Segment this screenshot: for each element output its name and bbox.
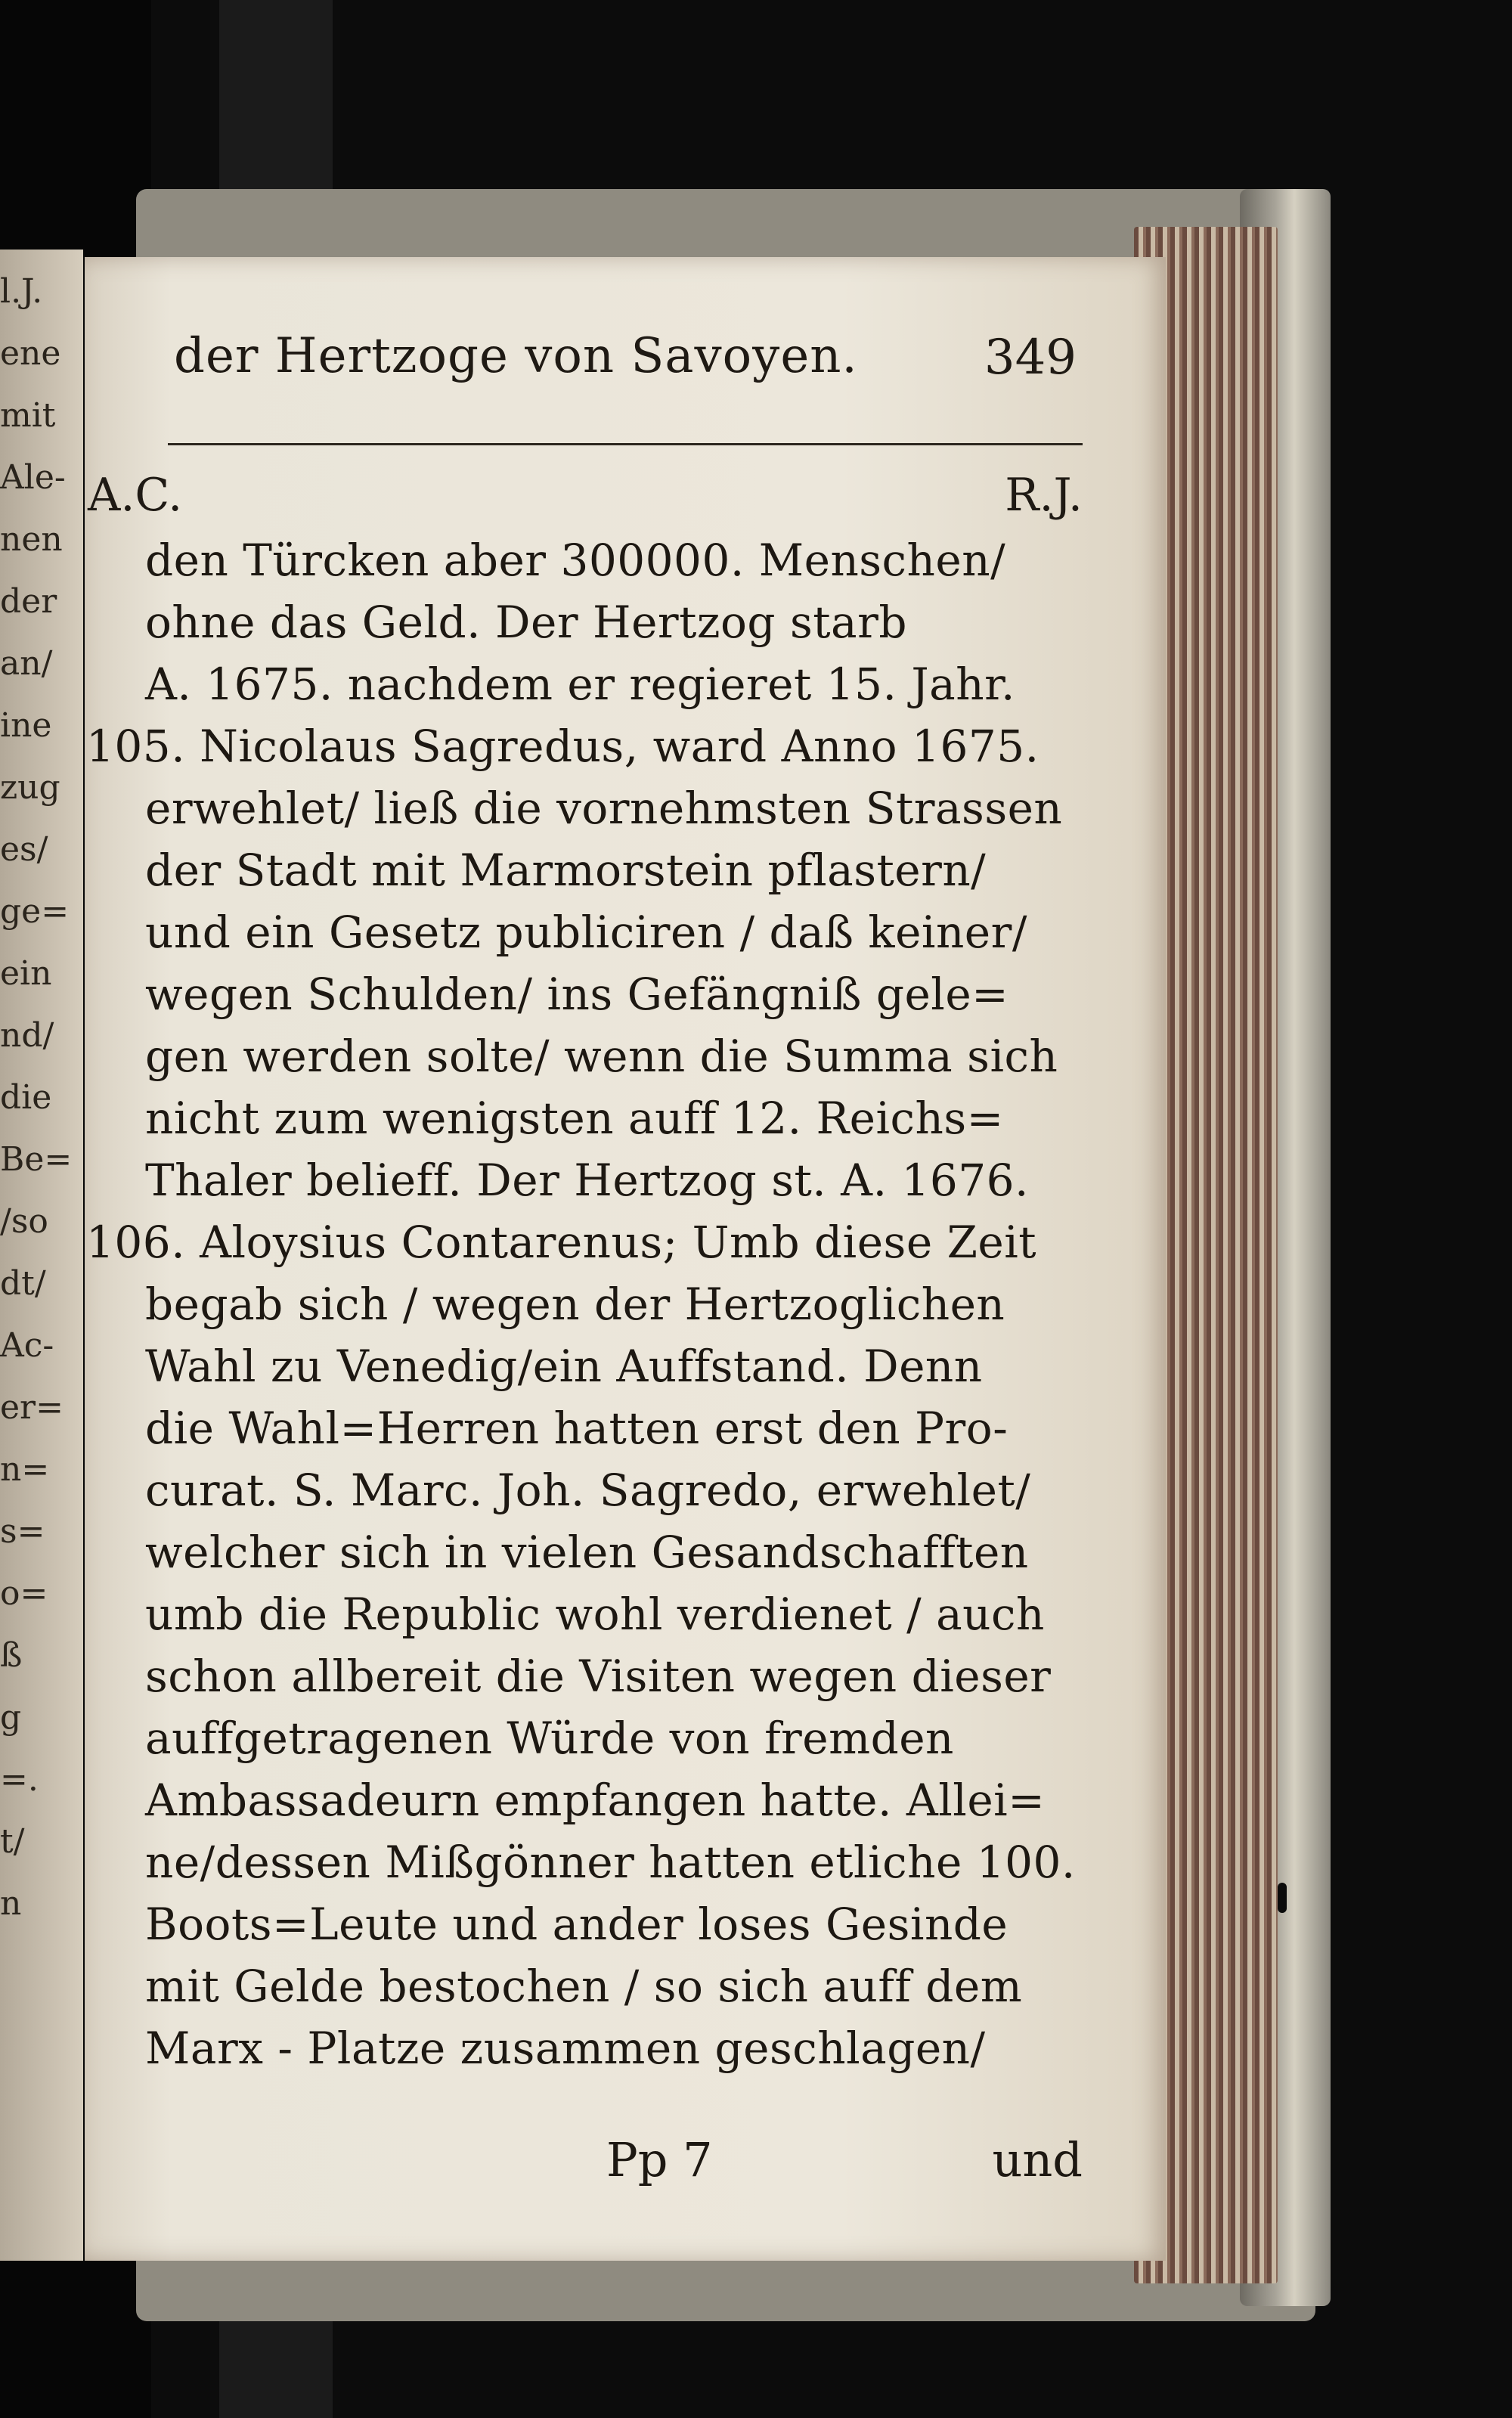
text-line: den Türcken aber 300000. Menschen/ bbox=[145, 535, 1006, 586]
previous-page-line: ine bbox=[0, 706, 52, 745]
previous-page-line: Ale- bbox=[0, 458, 66, 497]
previous-page-line: nd/ bbox=[0, 1016, 54, 1055]
previous-page-line: ß bbox=[0, 1636, 23, 1675]
text-line: begab sich / wegen der Hertzoglichen bbox=[145, 1279, 1005, 1330]
text-line: curat. S. Marc. Joh. Sagredo, erwehlet/ bbox=[145, 1465, 1031, 1516]
header-rule bbox=[168, 443, 1083, 445]
previous-page-line: o= bbox=[0, 1574, 48, 1613]
previous-page-line: es/ bbox=[0, 830, 48, 869]
previous-page-line: n bbox=[0, 1884, 22, 1923]
previous-page-line: t/ bbox=[0, 1822, 25, 1861]
previous-page-line: er= bbox=[0, 1388, 64, 1427]
text-line: Wahl zu Venedig/ein Auffstand. Denn bbox=[145, 1341, 983, 1392]
text-line: nicht zum wenigsten auff 12. Reichs= bbox=[145, 1093, 1004, 1144]
text-line: Thaler belieff. Der Hertzog st. A. 1676. bbox=[145, 1155, 1029, 1206]
text-line: ne/dessen Mißgönner hatten etliche 100. bbox=[145, 1837, 1076, 1888]
text-line: Ambassadeurn empfangen hatte. Allei= bbox=[145, 1775, 1046, 1826]
text-line: gen werden solte/ wenn die Summa sich bbox=[145, 1031, 1058, 1082]
page-mark bbox=[1278, 1883, 1287, 1913]
previous-page-line: an/ bbox=[0, 644, 53, 683]
book-page bbox=[85, 257, 1166, 2261]
previous-page-line: mit bbox=[0, 396, 56, 435]
previous-page-line: n= bbox=[0, 1450, 50, 1489]
text-line: und ein Gesetz publiciren / daß keiner/ bbox=[145, 907, 1027, 958]
text-line: Boots=Leute und ander loses Gesinde bbox=[145, 1899, 1009, 1950]
text-line: ohne das Geld. Der Hertzog starb bbox=[145, 597, 907, 648]
previous-page-line: ein bbox=[0, 954, 52, 993]
text-line: die Wahl=Herren hatten erst den Pro- bbox=[145, 1403, 1009, 1454]
text-line: mit Gelde bestochen / so sich auff dem bbox=[145, 1961, 1023, 2012]
text-line: 106. Aloysius Contarenus; Umb diese Zeit bbox=[86, 1217, 1037, 1268]
previous-page-line: die bbox=[0, 1078, 52, 1117]
text-line: der Stadt mit Marmorstein pflastern/ bbox=[145, 845, 987, 896]
text-line: erwehlet/ ließ die vornehmsten Strassen bbox=[145, 783, 1063, 834]
running-head: der Hertzoge von Savoyen. bbox=[174, 328, 858, 384]
previous-page-line: nen bbox=[0, 520, 63, 559]
text-line: welcher sich in vielen Gesandschafften bbox=[145, 1527, 1029, 1578]
previous-page-line: der bbox=[0, 582, 57, 621]
catchword: und bbox=[992, 2132, 1083, 2187]
previous-page-line: zug bbox=[0, 768, 60, 807]
text-line: wegen Schulden/ ins Gefängniß gele= bbox=[145, 969, 1009, 1020]
previous-page-line: Be= bbox=[0, 1140, 73, 1179]
text-line: umb die Republic wohl verdienet / auch bbox=[145, 1589, 1045, 1640]
column-label-left: A.C. bbox=[88, 469, 183, 522]
text-line: auffgetragenen Würde von fremden bbox=[145, 1713, 954, 1764]
previous-page-line: l.J. bbox=[0, 272, 43, 311]
previous-page-line: /so bbox=[0, 1202, 48, 1241]
page-number: 349 bbox=[984, 330, 1077, 386]
text-line: schon allbereit die Visiten wegen dieser bbox=[145, 1651, 1052, 1702]
previous-page-fragment bbox=[0, 250, 83, 2261]
previous-page-line: Ac- bbox=[0, 1326, 54, 1365]
body-text bbox=[86, 529, 1090, 2079]
previous-page-line: =. bbox=[0, 1760, 39, 1799]
signature-mark: Pp 7 bbox=[606, 2132, 713, 2187]
previous-page-line: ge= bbox=[0, 892, 70, 931]
text-line: A. 1675. nachdem er regieret 15. Jahr. bbox=[145, 659, 1015, 710]
column-label-right: R.J. bbox=[1005, 469, 1083, 522]
previous-page-line: ene bbox=[0, 334, 61, 373]
previous-page-line: g bbox=[0, 1698, 22, 1737]
previous-page-line: dt/ bbox=[0, 1264, 46, 1303]
text-line: Marx - Platze zusammen geschlagen/ bbox=[145, 2023, 986, 2074]
previous-page-line: s= bbox=[0, 1512, 45, 1551]
text-line: 105. Nicolaus Sagredus, ward Anno 1675. bbox=[86, 721, 1040, 772]
